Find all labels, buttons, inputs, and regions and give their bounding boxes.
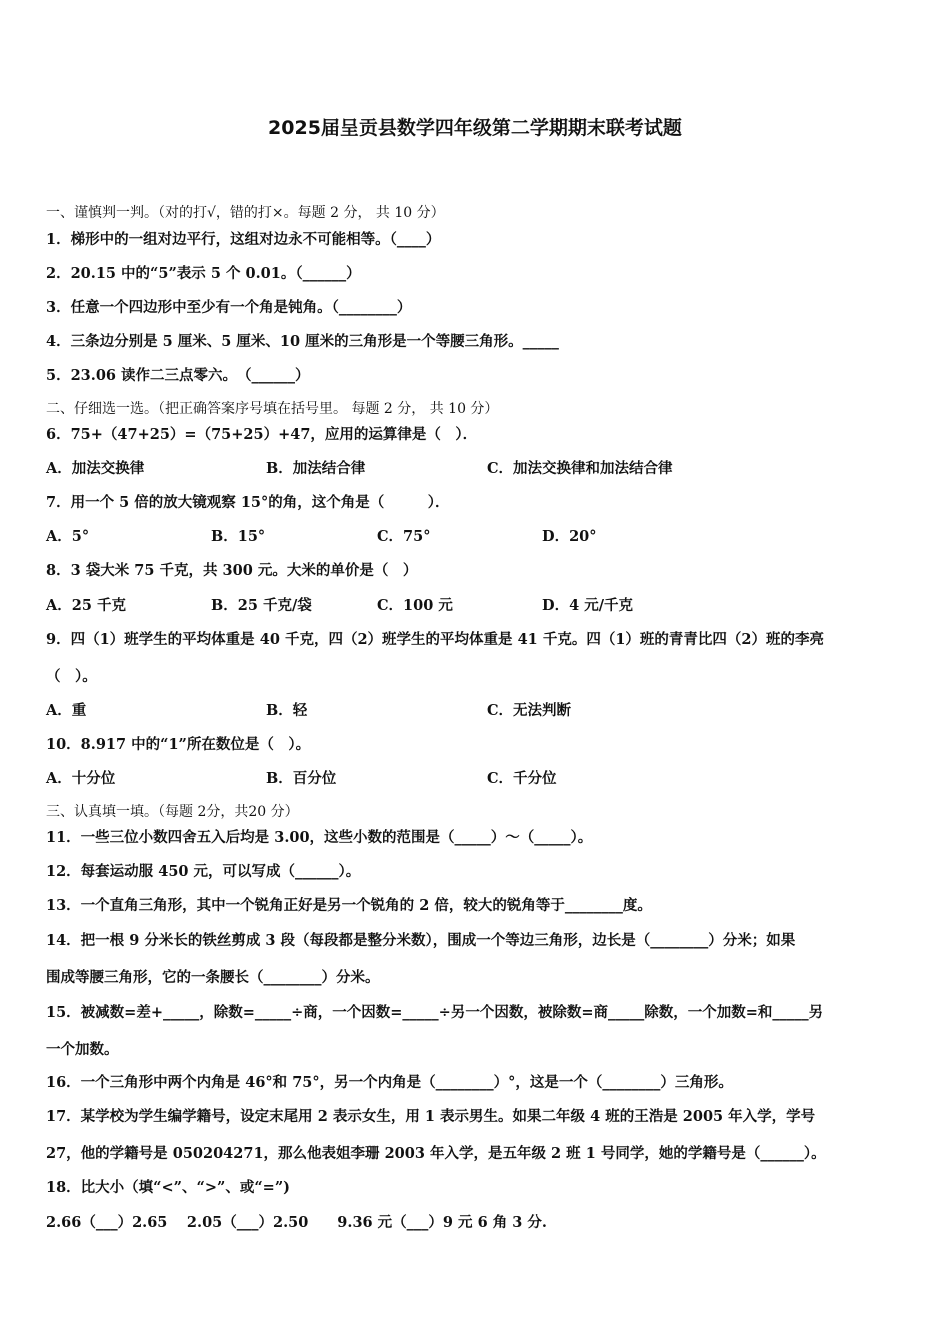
question-4: 4．三条边分别是 5 厘米、5 厘米、10 厘米的三角形是一个等腰三角形。_____ (46, 333, 559, 350)
question-3: 3．任意一个四边形中至少有一个角是钝角。（________） (46, 299, 412, 316)
option-9c: C．无法判断 (487, 702, 572, 719)
option-7a: A．5° (46, 528, 90, 545)
page-title: 2025届呈贡县数学四年级第二学期期末联考试题 (268, 117, 682, 139)
option-6b: B．加法结合律 (266, 460, 366, 477)
question-6: 6．75+（47+25）=（75+25）+47，应用的运算律是（ ）． (46, 426, 478, 443)
option-9b: B．轻 (266, 702, 308, 719)
option-8b: B．25 千克/袋 (211, 597, 312, 614)
option-8a: A．25 千克 (46, 597, 126, 614)
question-15-cont: 一个加数。 (46, 1041, 119, 1058)
question-1: 1．梯形中的一组对边平行，这组对边永不可能相等。（____） (46, 231, 441, 248)
question-9-cont: （ ）。 (46, 668, 97, 685)
section-heading-2: 二、仔细选一选。（把正确答案序号填在括号里。 每题 2 分， 共 10 分） (46, 401, 499, 417)
question-18-items: 2.66（___）2.65 2.05（___）2.50 9.36 元（___）9 元 6 角 3 分. (46, 1214, 547, 1231)
option-9a: A．重 (46, 702, 87, 719)
question-17-cont: 27，他的学籍号是 050204271，那么他表姐李珊 2003 年入学，是五年级 2 班 1 号同学，她的学籍号是（______）。 (46, 1145, 826, 1162)
question-12: 12．每套运动服 450 元，可以写成（______）。 (46, 863, 361, 880)
option-6a: A．加法交换律 (46, 460, 145, 477)
question-15: 15．被减数=差+_____，除数=_____÷商，一个因数=_____÷另一个因数，被除数=商_____除数，一个加数=和_____另 (46, 1004, 824, 1021)
question-18: 18．比大小（填“<”、“>”、或“=”) (46, 1179, 291, 1196)
option-6c: C．加法交换律和加法结合律 (487, 460, 673, 477)
option-7c: C．75° (377, 528, 431, 545)
option-7b: B．15° (211, 528, 266, 545)
question-9: 9．四（1）班学生的平均体重是 40 千克，四（2）班学生的平均体重是 41 千克。四（1）班的青青比四（2）班的李亮 (46, 631, 824, 648)
question-13: 13．一个直角三角形，其中一个锐角正好是另一个锐角的 2 倍，较大的锐角等于________度。 (46, 897, 652, 914)
option-10a: A．十分位 (46, 770, 116, 787)
question-16: 16．一个三角形中两个内角是 46°和 75°，另一个内角是（________）°，这是一个（________）三角形。 (46, 1074, 733, 1091)
option-10c: C．千分位 (487, 770, 557, 787)
question-14: 14．把一根 9 分米长的铁丝剪成 3 段（每段都是整分米数），围成一个等边三角形，边长是（________）分米；如果 (46, 932, 796, 949)
question-7: 7．用一个 5 倍的放大镜观察 15°的角，这个角是（ ）． (46, 494, 450, 511)
question-17: 17．某学校为学生编学籍号，设定末尾用 2 表示女生，用 1 表示男生。如果二年级 4 班的王浩是 2005 年入学，学号 (46, 1108, 816, 1125)
option-10b: B．百分位 (266, 770, 337, 787)
question-10: 10．8.917 中的“1”所在数位是（ ）。 (46, 736, 311, 753)
question-2: 2．20.15 中的“5”表示 5 个 0.01。（______） (46, 265, 361, 282)
question-14-cont: 围成等腰三角形，它的一条腰长（________）分米。 (46, 969, 380, 986)
section-heading-1: 一、谨慎判一判。（对的打√，错的打×。每题 2 分， 共 10 分） (46, 205, 445, 221)
section-heading-3: 三、认真填一填。（每题 2分，共20 分） (46, 804, 299, 820)
option-8c: C．100 元 (377, 597, 453, 614)
question-5: 5．23.06 读作二三点零六。 （______） (46, 367, 310, 384)
question-11: 11．一些三位小数四舍五入后均是 3.00，这些小数的范围是（_____）～（_____）。 (46, 829, 593, 846)
question-8: 8．3 袋大米 75 千克，共 300 元。大米的单价是（ ） (46, 562, 418, 579)
option-8d: D．4 元/千克 (542, 597, 634, 614)
option-7d: D．20° (542, 528, 597, 545)
